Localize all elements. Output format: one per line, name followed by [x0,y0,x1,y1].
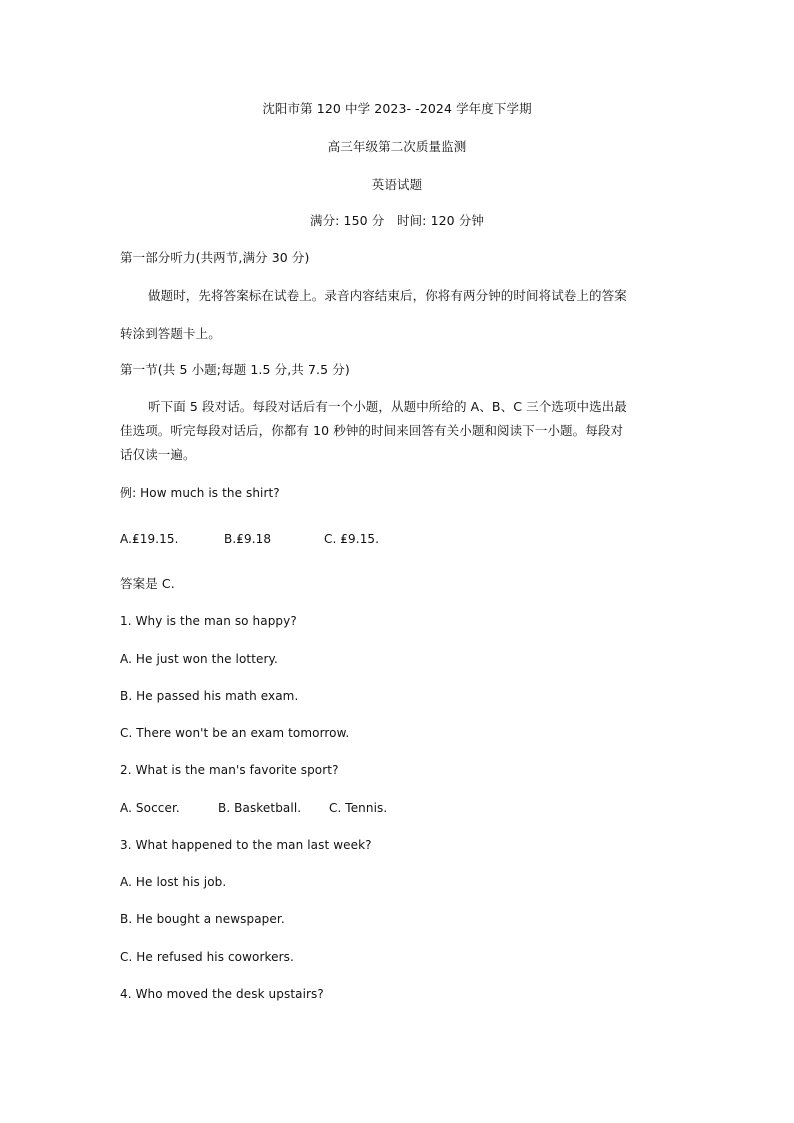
example-options [120,531,379,547]
subject-title: 英语试题 [371,177,423,192]
question-1-option-b: B. He passed his math exam. [120,689,299,703]
question-1-option-c: C. There won't be an exam tomorrow. [120,726,350,740]
question-3-option-a: A. He lost his job. [120,875,227,889]
section1-instruction-line1: 听下面 5 段对话。每段对话后有一个小题，从题中所给的 A、B、C 三个选项中选出最 [148,399,627,414]
example-option-c: C. ₤9.15. [324,532,380,546]
question-2-option-c: C. Tennis. [329,801,388,815]
question-3-option-b: B. He bought a newspaper. [120,912,285,926]
part1-instruction-line2: 转涂到答题卡上。 [120,326,221,341]
question-1-option-a: A. He just won the lottery. [120,652,278,666]
section1-instruction-line3: 话仅读一遍。 [120,447,196,462]
school-year-title: 沈阳市第 120 中学 2023- -2024 学年度下学期 [262,101,532,116]
question-3-option-c: C. He refused his coworkers. [120,950,294,964]
exam-name-title: 高三年级第二次质量监测 [327,139,467,154]
question-4: 4. Who moved the desk upstairs? [120,987,324,1001]
example-option-b: B.₤9.18 [224,532,272,546]
question-1: 1. Why is the man so happy? [120,614,297,628]
section1-instruction-line2: 佳选项。听完每段对话后，你都有 10 秒钟的时间来回答有关小题和阅读下一小题。每段对 [120,423,624,438]
question-3: 3. What happened to the man last week? [120,838,372,852]
question-2-option-a: A. Soccer. [120,801,180,815]
part1-title: 第一部分听力(共两节,满分 30 分) [120,250,310,265]
question-2: 2. What is the man's favorite sport? [120,763,339,777]
example-answer: 答案是 C. [120,576,175,591]
question-2-options [120,800,387,816]
example-question: 例: How much is the shirt? [120,486,280,500]
score-time-info: 满分: 150 分 时间: 120 分钟 [309,213,485,228]
example-option-a: A.₤19.15. [120,532,179,546]
question-2-option-b: B. Basketball. [218,801,302,815]
section1-title: 第一节(共 5 小题;每题 1.5 分,共 7.5 分) [120,362,350,377]
part1-instruction-line1: 做题时，先将答案标在试卷上。录音内容结束后，你将有两分钟的时间将试卷上的答案 [148,288,627,303]
